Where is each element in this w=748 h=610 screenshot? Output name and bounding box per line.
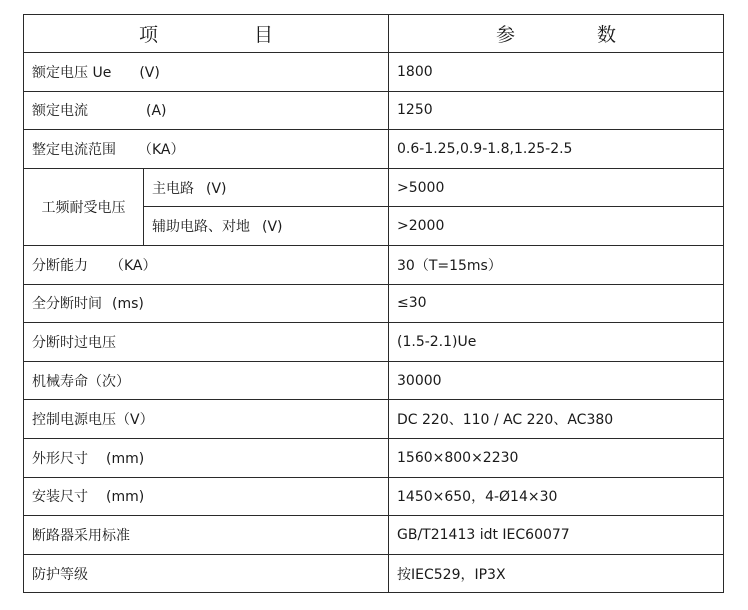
row-label-text: 额定电流 [32, 103, 88, 120]
row-label-text: 主电路 [152, 180, 194, 197]
row-unit: (mm) [106, 450, 145, 467]
row-label-text: 机械寿命（次） [32, 373, 130, 390]
table-row [24, 53, 724, 92]
table-row [24, 323, 724, 362]
row-value: 30000 [389, 361, 724, 400]
row-label [24, 245, 389, 284]
group-label: 工频耐受电压 [24, 168, 144, 245]
row-unit: （KA） [138, 141, 185, 158]
row-label [24, 438, 389, 477]
row-value: ≤30 [389, 284, 724, 323]
row-unit: (A) [146, 103, 167, 120]
table-row [24, 554, 724, 593]
table-row [24, 361, 724, 400]
row-unit: (V) [262, 219, 283, 236]
row-label-text: 辅助电路、对地 [152, 219, 250, 236]
row-label-text: 控制电源电压（V） [32, 412, 154, 429]
row-label [24, 323, 389, 362]
row-label-text: 分断能力 [32, 257, 88, 274]
row-unit: (V) [139, 64, 160, 81]
header-item-char-1: 项 [138, 24, 158, 46]
row-label [24, 53, 389, 92]
header-item-char-2: 目 [254, 24, 274, 46]
header-item-cell [24, 15, 389, 53]
table-row [24, 477, 724, 516]
row-value: 1560×800×2230 [389, 438, 724, 477]
table-row [24, 130, 724, 169]
row-value: 0.6-1.25,0.9-1.8,1.25-2.5 [389, 130, 724, 169]
row-unit: (V) [206, 180, 227, 197]
row-label-text: 分断时过电压 [32, 334, 116, 351]
row-label [24, 130, 389, 169]
row-label-text: 整定电流范围 [32, 141, 116, 158]
row-value: 1800 [389, 53, 724, 92]
table-row [24, 400, 724, 439]
table-row [24, 91, 724, 130]
row-value: (1.5-2.1)Ue [389, 323, 724, 362]
row-label [24, 554, 389, 593]
row-label [24, 516, 389, 555]
row-label [24, 91, 389, 130]
row-label [144, 168, 389, 207]
table-row [24, 245, 724, 284]
row-value: >2000 [389, 207, 724, 246]
row-unit: (ms) [112, 296, 144, 313]
table-row [24, 438, 724, 477]
table-row [24, 168, 724, 207]
row-label [24, 477, 389, 516]
row-label-text: 断路器采用标准 [32, 527, 130, 544]
row-value: 按IEC529，IP3X [389, 554, 724, 593]
row-label-text: 外形尺寸 [32, 450, 88, 467]
row-label [144, 207, 389, 246]
table-row [24, 284, 724, 323]
row-unit: (mm) [106, 489, 145, 506]
row-value: >5000 [389, 168, 724, 207]
row-label-text: 额定电压 Ue [32, 64, 112, 81]
row-unit: （KA） [110, 257, 157, 274]
row-value: GB/T21413 idt IEC60077 [389, 516, 724, 555]
row-label [24, 284, 389, 323]
header-param-char-1: 参 [495, 24, 515, 46]
row-label-text: 全分断时间 [32, 296, 102, 313]
row-label [24, 361, 389, 400]
row-value: 1450×650，4-Ø14×30 [389, 477, 724, 516]
header-param-char-2: 数 [597, 24, 617, 46]
table-row [24, 516, 724, 555]
row-label-text: 安装尺寸 [32, 489, 88, 506]
spec-table [23, 14, 724, 593]
row-value: DC 220、110 / AC 220、AC380 [389, 400, 724, 439]
row-value: 30（T=15ms） [389, 245, 724, 284]
row-label-text: 防护等级 [32, 566, 88, 583]
row-value: 1250 [389, 91, 724, 130]
header-param-cell [389, 15, 724, 53]
header-row [24, 15, 724, 53]
row-label [24, 400, 389, 439]
